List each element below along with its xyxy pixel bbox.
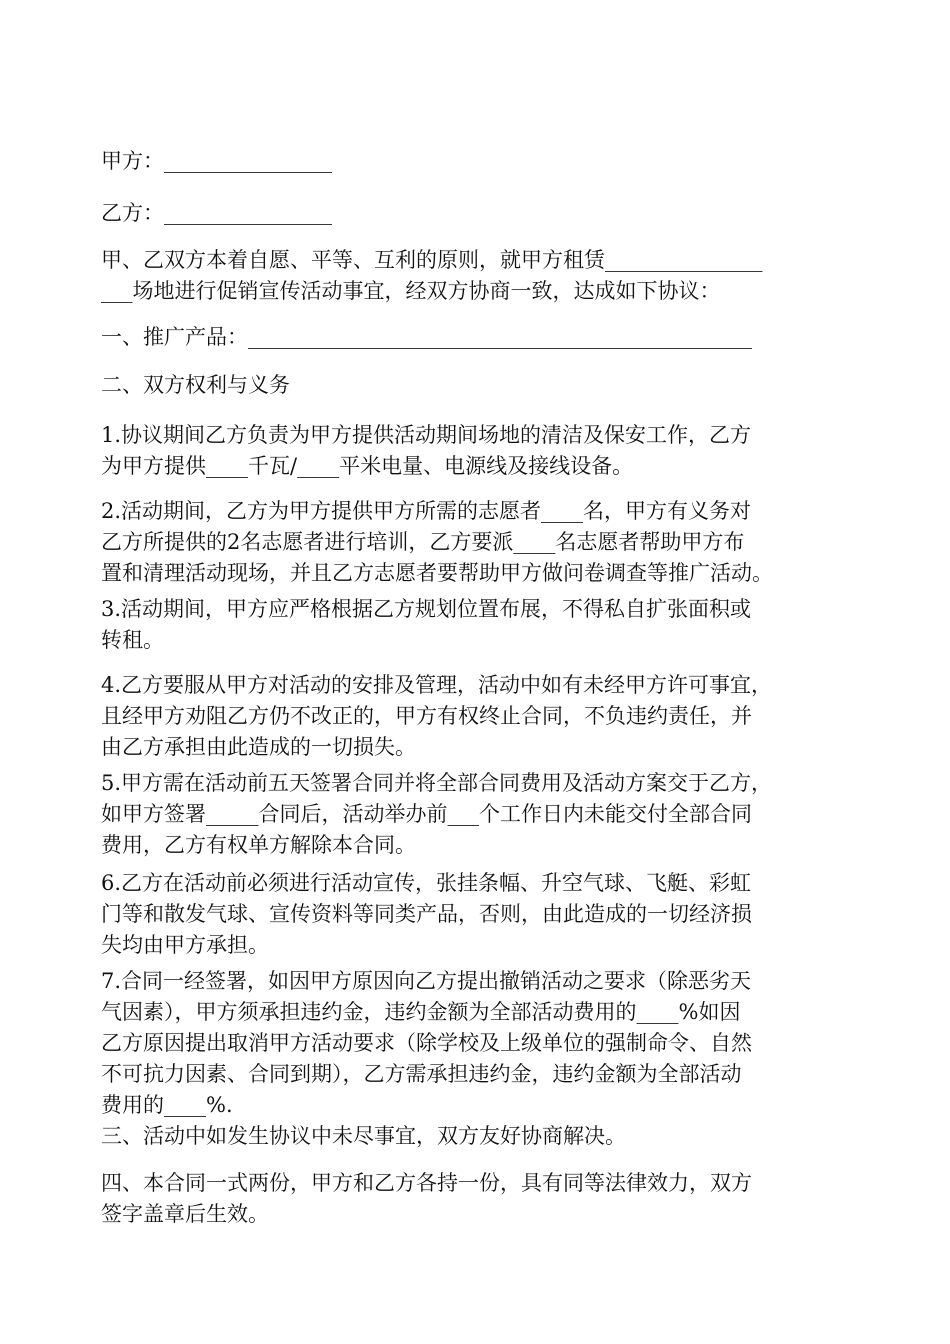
item-7-paragraph: 7.合同一经签署，如因甲方原因向乙方提出撤销活动之要求（除恶劣天 气因素），甲方须承担违约金，违约金额为全部活动费用的____%如因 乙方原因提出取消甲方活动要求（除学校及上级单位的强制命令、自然 不可抗力因素、合同到期），乙方需承担违约金，违约金额为全部活动 费用的____%.	[101, 969, 752, 1117]
item-3-paragraph: 3.活动期间，甲方应严格根据乙方规划位置布展，不得私自扩张面积或 转租。	[101, 597, 752, 652]
intro-paragraph: 甲、乙双方本着自愿、平等、互利的原则，就甲方租赁_______________ ___场地进行促销宣传活动事宜，经双方协商一致，达成如下协议：	[101, 248, 763, 303]
item-4-paragraph: 4.乙方要服从甲方对活动的安排及管理，活动中如有未经甲方许可事宜， 且经甲方劝阻乙方仍不改正的，甲方有权终止合同，不负违约责任，并 由乙方承担由此造成的一切损失。	[101, 673, 773, 759]
party-b-line: 乙方：________________	[101, 201, 332, 225]
section-2-heading: 二、双方权利与义务	[101, 373, 290, 397]
party-a-line: 甲方：________________	[101, 149, 332, 173]
item-2-paragraph: 2.活动期间，乙方为甲方提供甲方所需的志愿者____名，甲方有义务对 乙方所提供的2名志愿者进行培训，乙方要派____名志愿者帮助甲方布 置和清理活动现场，并且乙方志愿者要帮助甲方做问卷调查等推广活动。	[101, 499, 773, 585]
section-3-paragraph: 三、活动中如发生协议中未尽事宜，双方友好协商解决。	[101, 1124, 626, 1148]
section-1-products: 一、推广产品：________________________________________________	[101, 325, 752, 349]
item-5-paragraph: 5.甲方需在活动前五天签署合同并将全部合同费用及活动方案交于乙方， 如甲方签署_____合同后，活动举办前___个工作日内未能交付全部合同 费用，乙方有权单方解除本合同。	[101, 771, 773, 857]
item-1-paragraph: 1.协议期间乙方负责为甲方提供活动期间场地的清洁及保安工作，乙方 为甲方提供____千瓦/____平米电量、电源线及接线设备。	[101, 423, 752, 478]
item-6-paragraph: 6.乙方在活动前必须进行活动宣传，张挂条幅、升空气球、飞艇、彩虹 门等和散发气球、宣传资料等同类产品，否则，由此造成的一切经济损 失均由甲方承担。	[101, 871, 752, 957]
section-4-paragraph: 四、本合同一式两份，甲方和乙方各持一份，具有同等法律效力，双方 签字盖章后生效。	[101, 1171, 752, 1226]
